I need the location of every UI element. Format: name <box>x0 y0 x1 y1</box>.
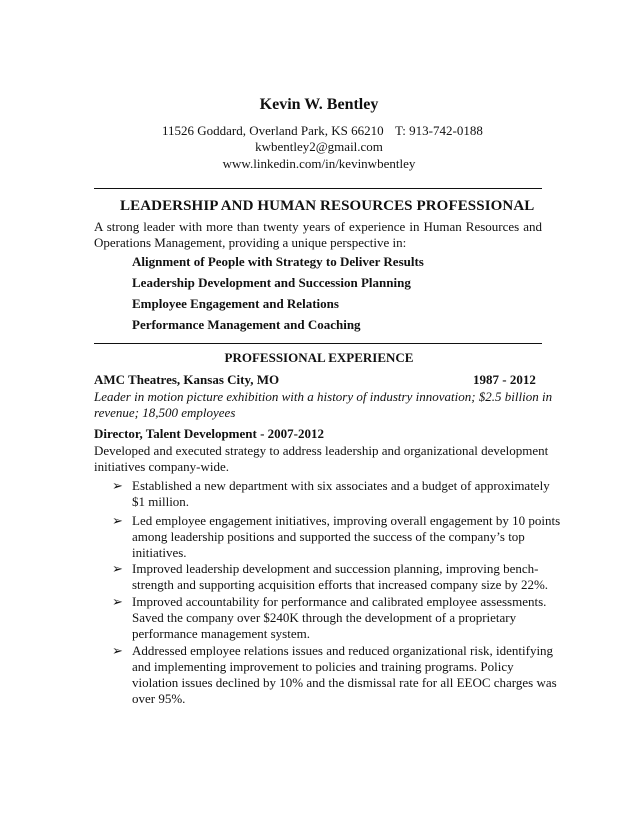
summary <box>94 219 542 251</box>
employment-dates: 1987 - 2012 <box>473 372 536 387</box>
company-description-line-2: revenue; 18,500 employees <box>94 405 236 420</box>
phone: T: 913-742-0188 <box>395 123 483 138</box>
bullet-line: violation issues declined by 10% and the dismissal rate for all EEOC charges was <box>132 675 557 690</box>
arrow-bullet-icon: ➢ <box>112 478 123 493</box>
divider-top <box>94 188 542 189</box>
bullet-line: Improved accountability for performance and calibrated employee assessments. <box>132 594 547 609</box>
bullet-line: strength and supporting acquisition efforts that increased company size by 22%. <box>132 577 549 592</box>
bullet-line: Improved leadership development and succession planning, improving bench- <box>132 561 539 576</box>
role-title: Director, Talent Development - 2007-2012 <box>94 426 325 441</box>
achievement-bullet <box>112 643 557 707</box>
company-name: AMC Theatres, Kansas City, MO <box>94 372 280 387</box>
address: 11526 Goddard, Overland Park, KS 66210 <box>162 123 384 138</box>
bullet-line: and implementing improvement to policies and training programs. Policy <box>132 659 514 674</box>
website: www.linkedin.com/in/kevinwbentley <box>222 156 416 171</box>
summary-line-1: A strong leader with more than twenty years of experience in Human Resources and <box>94 219 542 234</box>
arrow-bullet-icon: ➢ <box>112 513 123 528</box>
achievement-bullet <box>112 478 550 510</box>
bullet-line: initiatives. <box>132 545 187 560</box>
competency-item: Alignment of People with Strategy to Deliver Results <box>132 254 424 269</box>
divider-middle <box>94 343 542 344</box>
arrow-bullet-icon: ➢ <box>112 561 123 576</box>
company-description-line-1: Leader in motion picture exhibition with a history of industry innovation; $2.5 billion in <box>94 389 553 404</box>
summary-line-2: Operations Management, providing a unique perspective in: <box>94 235 407 250</box>
bullet-line: among leadership positions and supported the success of the company’s top <box>132 529 525 544</box>
candidate-name: Kevin W. Bentley <box>259 96 379 113</box>
role-intro-line-2: initiatives company-wide. <box>94 459 230 474</box>
email: kwbentley2@gmail.com <box>255 139 383 154</box>
role-intro-line-1: Developed and executed strategy to address leadership and organizational development <box>94 443 549 458</box>
bullet-line: Addressed employee relations issues and reduced organizational risk, identifying <box>132 643 554 658</box>
competency-item: Performance Management and Coaching <box>132 317 361 332</box>
bullet-line: Established a new department with six associates and a budget of approximately <box>132 478 550 493</box>
bullet-line: over 95%. <box>132 691 186 706</box>
bullet-line: performance management system. <box>132 626 310 641</box>
competency-item: Employee Engagement and Relations <box>132 296 339 311</box>
arrow-bullet-icon: ➢ <box>112 643 123 658</box>
bullet-line: Led employee engagement initiatives, improving overall engagement by 10 points <box>132 513 561 528</box>
achievement-bullet <box>112 561 548 593</box>
headline: LEADERSHIP AND HUMAN RESOURCES PROFESSIONAL <box>120 198 535 214</box>
achievement-bullet <box>112 594 546 642</box>
arrow-bullet-icon: ➢ <box>112 594 123 609</box>
bullet-line: Saved the company over $240K through the development of a proprietary <box>132 610 517 625</box>
achievement-bullet <box>112 513 560 561</box>
competency-item: Leadership Development and Succession Planning <box>132 275 411 290</box>
section-heading: PROFESSIONAL EXPERIENCE <box>224 350 414 365</box>
bullet-line: $1 million. <box>132 494 190 509</box>
